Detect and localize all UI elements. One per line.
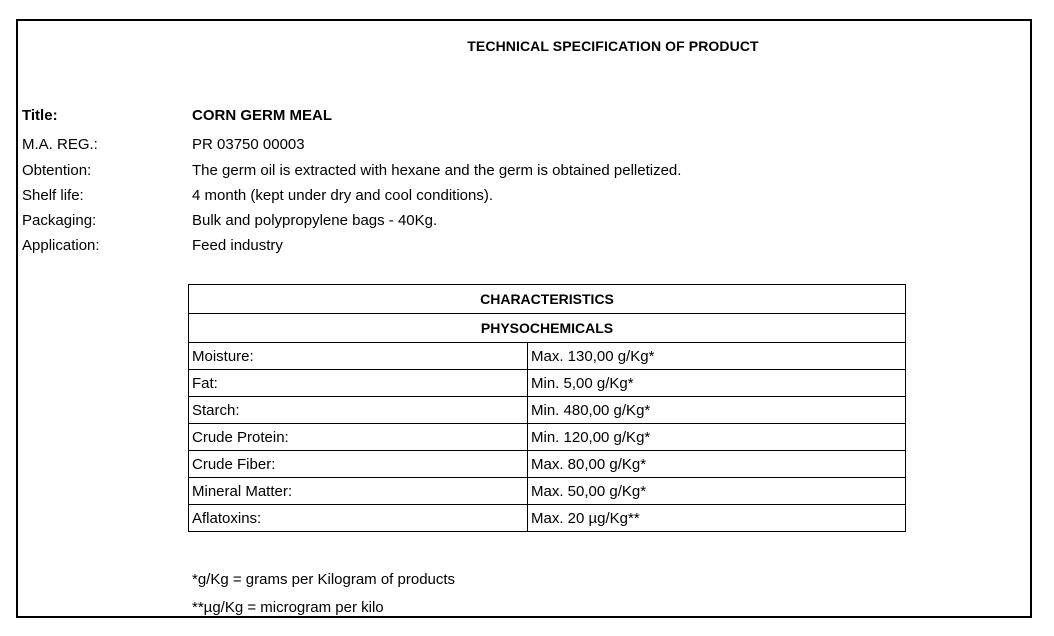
packaging-value: Bulk and polypropylene bags - 40Kg. — [192, 212, 438, 229]
info-row-shelf-life — [22, 183, 922, 208]
table-subheader: PHYSOCHEMICALS — [189, 314, 906, 343]
value-cell: Min. 480,00 g/Kg* — [528, 397, 906, 424]
param-cell: Starch: — [189, 397, 528, 424]
value-cell: Max. 130,00 g/Kg* — [528, 343, 906, 370]
info-row-application — [22, 233, 922, 258]
param-cell: Fat: — [189, 370, 528, 397]
param-cell: Mineral Matter: — [189, 478, 528, 505]
table-row — [189, 397, 906, 424]
table-header-row — [189, 285, 906, 314]
table-row — [189, 424, 906, 451]
table-row — [189, 451, 906, 478]
table-row — [189, 343, 906, 370]
packaging-label: Packaging: — [22, 212, 97, 229]
value-cell: Min. 5,00 g/Kg* — [528, 370, 906, 397]
shelf-life-value: 4 month (kept under dry and cool conditions). — [192, 187, 494, 204]
table-row — [189, 370, 906, 397]
footnote-grams: *g/Kg = grams per Kilogram of products — [192, 571, 456, 588]
footnote-micrograms: **µg/Kg = microgram per kilo — [192, 599, 384, 616]
footnotes — [192, 566, 455, 618]
title-label: Title: — [22, 107, 58, 124]
param-cell: Aflatoxins: — [189, 505, 528, 532]
info-row-obtention — [22, 158, 922, 183]
value-cell: Min. 120,00 g/Kg* — [528, 424, 906, 451]
value-cell: Max. 50,00 g/Kg* — [528, 478, 906, 505]
document-heading: TECHNICAL SPECIFICATION OF PRODUCT — [467, 38, 759, 54]
obtention-value: The germ oil is extracted with hexane and the germ is obtained pelletized. — [192, 162, 682, 179]
param-cell: Crude Fiber: — [189, 451, 528, 478]
application-value: Feed industry — [192, 237, 283, 254]
param-cell: Crude Protein: — [189, 424, 528, 451]
shelf-life-label: Shelf life: — [22, 187, 84, 204]
application-label: Application: — [22, 237, 100, 254]
document-frame — [16, 19, 1032, 618]
reg-label: M.A. REG.: — [22, 136, 98, 153]
table-row — [189, 478, 906, 505]
table-header: CHARACTERISTICS — [189, 285, 906, 314]
info-row-reg — [22, 132, 922, 157]
info-row-title — [22, 103, 922, 128]
param-cell: Moisture: — [189, 343, 528, 370]
info-row-packaging — [22, 208, 922, 233]
table-row — [189, 505, 906, 532]
reg-value: PR 03750 00003 — [192, 136, 305, 153]
value-cell: Max. 20 µg/Kg** — [528, 505, 906, 532]
characteristics-table — [188, 284, 906, 532]
obtention-label: Obtention: — [22, 162, 92, 179]
table-subheader-row — [189, 314, 906, 343]
value-cell: Max. 80,00 g/Kg* — [528, 451, 906, 478]
title-value: CORN GERM MEAL — [192, 107, 332, 124]
